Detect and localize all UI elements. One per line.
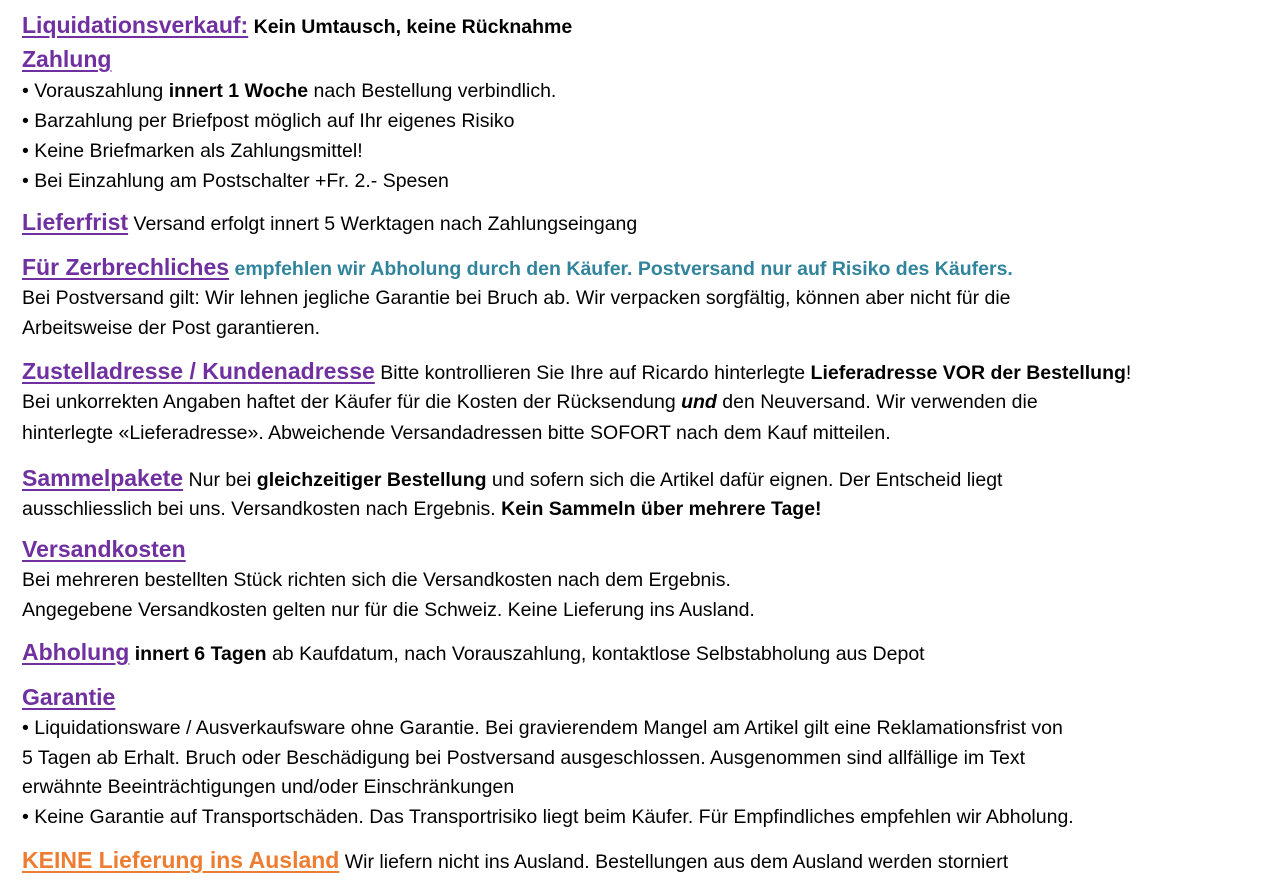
versandkosten-heading-line [22,536,186,564]
garantie-line-3: erwähnte Beeinträchtigungen und/oder Einschränkungen [22,776,515,798]
ausland-text: Wir liefern nicht ins Ausland. Bestellungen aus dem Ausland werden storniert [339,851,1009,873]
zahlung-bullet-2: • Barzahlung per Briefpost möglich auf Ihr eigenes Risiko [22,110,515,132]
sammelpakete-line2-bold: Kein Sammeln über mehrere Tage! [501,498,822,520]
ausland-heading: KEINE Lieferung ins Ausland [22,847,340,873]
sammelpakete-line-2 [22,496,822,522]
liquidation-text: Kein Umtausch, keine Rücknahme [248,16,573,38]
zahlung-bullet-1-post: nach Bestellung verbindlich. [308,80,557,102]
zustelladresse-pre: Bitte kontrollieren Sie Ihre auf Ricardo hinterlegte [374,362,811,384]
zustelladresse-line-3: hinterlegte «Lieferadresse». Abweichende Versandadressen bitte SOFORT nach dem Kauf mitteilen. [22,422,891,444]
sammelpakete-bold: gleichzeitiger Bestellung [256,469,487,491]
versandkosten-line-1: Bei mehreren bestellten Stück richten sich die Versandkosten nach dem Ergebnis. [22,569,731,591]
versandkosten-heading: Versandkosten [22,536,186,562]
garantie-heading: Garantie [22,684,116,710]
garantie-line-1: • Liquidationsware / Ausverkaufsware ohne Garantie. Bei gravierendem Mangel am Artikel gilt eine Reklamationsfrist von [22,717,1063,739]
zahlung-bullet-3: • Keine Briefmarken als Zahlungsmittel! [22,140,363,162]
zerbrechliches-line-2: Bei Postversand gilt: Wir lehnen jegliche Garantie bei Bruch ab. Wir verpacken sorgfältig, können aber nicht für die [22,287,1011,309]
zustelladresse-bold: Lieferadresse VOR der Bestellung [810,362,1126,384]
zustelladresse-heading: Zustelladresse / Kundenadresse [22,358,375,384]
abholung-post: ab Kaufdatum, nach Vorauszahlung, kontaktlose Selbstabholung aus Depot [266,643,925,665]
zustelladresse-line [22,358,1131,386]
abholung-bold: innert 6 Tagen [129,643,267,665]
zerbrechliches-highlight: empfehlen wir Abholung durch den Käufer. Postversand nur auf Risiko des Käufers. [229,258,1013,280]
zahlung-bullet-1-pre: • Vorauszahlung [22,80,169,102]
zustelladresse-line2-emph: und [681,391,717,413]
sammelpakete-heading: Sammelpakete [22,465,184,491]
zustelladresse-line-2 [22,389,1038,415]
lieferfrist-heading: Lieferfrist [22,209,129,235]
sammelpakete-post: und sofern sich die Artikel dafür eignen. Der Entscheid liegt [486,469,1003,491]
zahlung-bullet-1 [22,78,556,104]
zahlung-heading-line [22,46,111,74]
garantie-heading-line [22,684,115,712]
sammelpakete-line2-pre: ausschliesslich bei uns. Versandkosten nach Ergebnis. [22,498,502,520]
lieferfrist-text: Versand erfolgt innert 5 Werktagen nach Zahlungseingang [128,213,638,235]
zustelladresse-line2-post: den Neuversand. Wir verwenden die [716,391,1038,413]
zerbrechliches-line [22,254,1013,282]
zustelladresse-line2-pre: Bei unkorrekten Angaben haftet der Käufer für die Kosten der Rücksendung [22,391,682,413]
liquidation-line [22,12,572,40]
garantie-line-2: 5 Tagen ab Erhalt. Bruch oder Beschädigung bei Postversand ausgeschlossen. Ausgenommen sind allfällige im Text [22,747,1026,769]
zahlung-heading: Zahlung [22,46,112,72]
zahlung-bullet-1-bold: innert 1 Woche [168,80,309,102]
abholung-heading: Abholung [22,639,130,665]
garantie-line-4: • Keine Garantie auf Transportschäden. Das Transportrisiko liegt beim Käufer. Für Empfindliches empfehlen wir Abholung. [22,806,1074,828]
sammelpakete-line [22,465,1002,493]
liquidation-heading: Liquidationsverkauf: [22,12,249,38]
sammelpakete-pre: Nur bei [183,469,257,491]
zustelladresse-post: ! [1125,362,1132,384]
abholung-line [22,639,925,667]
versandkosten-line-2: Angegebene Versandkosten gelten nur für die Schweiz. Keine Lieferung ins Ausland. [22,599,755,621]
zerbrechliches-line-3: Arbeitsweise der Post garantieren. [22,317,321,339]
zerbrechliches-heading: Für Zerbrechliches [22,254,230,280]
zahlung-bullet-4: • Bei Einzahlung am Postschalter +Fr. 2.- Spesen [22,170,449,192]
ausland-line [22,847,1008,875]
lieferfrist-line [22,209,637,237]
